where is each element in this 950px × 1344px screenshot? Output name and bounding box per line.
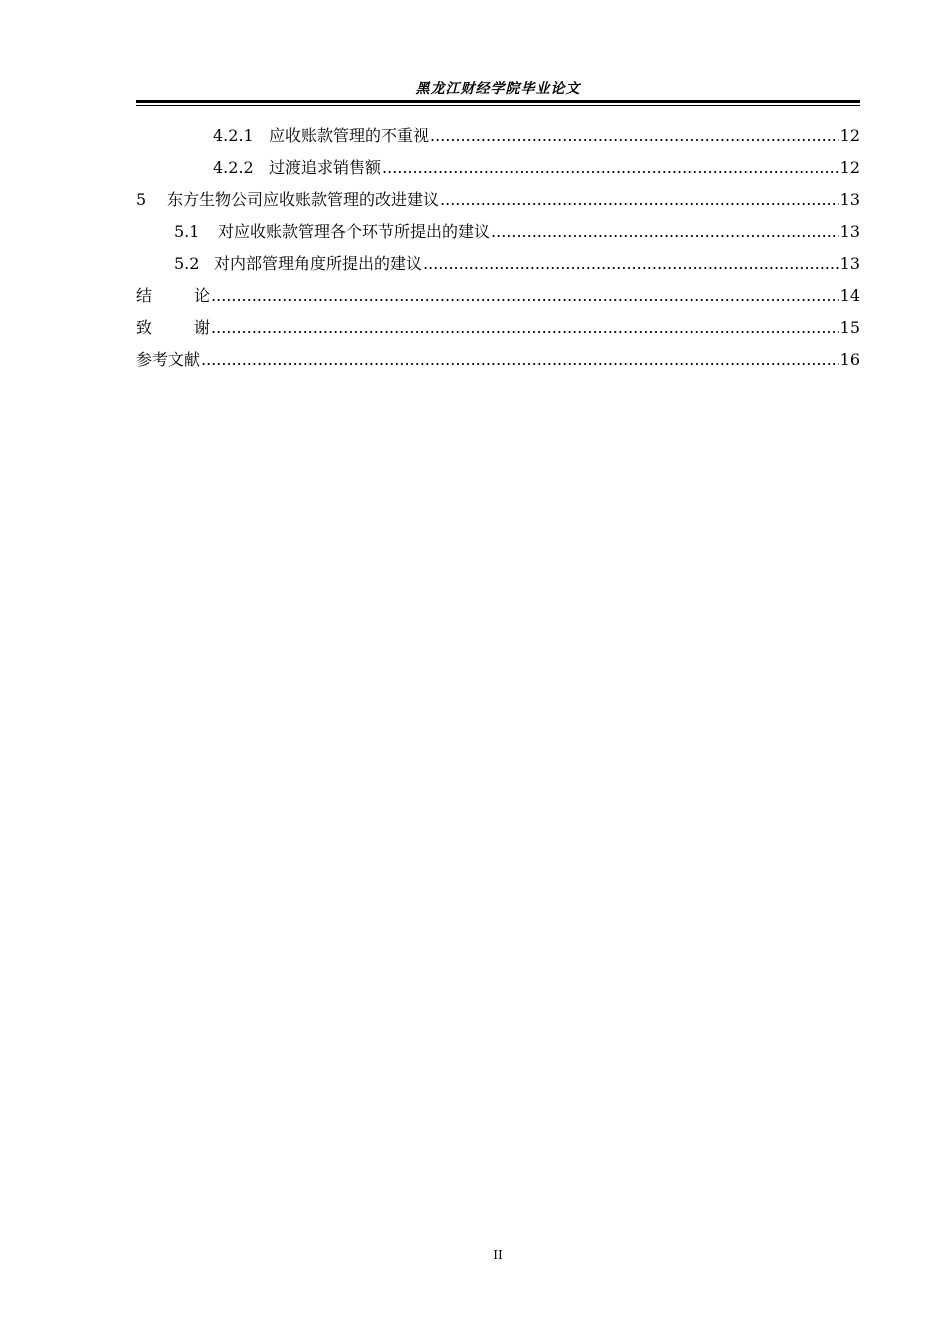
toc-entry-title: 致谢 bbox=[136, 318, 253, 337]
toc-entry-page: 13 bbox=[839, 254, 860, 273]
toc-entry[interactable] bbox=[136, 344, 860, 376]
toc-entry-title: 参考文献 bbox=[136, 350, 201, 369]
toc-entry-page: 12 bbox=[839, 158, 860, 177]
toc-entry[interactable] bbox=[136, 184, 860, 216]
toc-entry[interactable] bbox=[136, 280, 860, 312]
toc-entry-title: 过渡追求销售额 bbox=[269, 158, 382, 177]
toc-entry-title: 对内部管理角度所提出的建议 bbox=[214, 254, 423, 273]
table-of-contents bbox=[136, 120, 860, 376]
toc-entry[interactable] bbox=[136, 152, 860, 184]
toc-entry-title: 应收账款管理的不重视 bbox=[269, 126, 430, 145]
toc-entry[interactable] bbox=[136, 312, 860, 344]
toc-entry-number: 5.1 bbox=[174, 222, 200, 241]
toc-entry-page: 12 bbox=[839, 126, 860, 145]
toc-dot-leader bbox=[423, 248, 839, 280]
page-number: II bbox=[493, 1248, 503, 1262]
toc-entry-title: 结论 bbox=[136, 286, 253, 305]
toc-dot-leader bbox=[211, 280, 839, 312]
toc-dot-leader bbox=[430, 120, 839, 152]
toc-dot-leader bbox=[440, 184, 839, 216]
toc-dot-leader bbox=[491, 216, 839, 248]
toc-entry-page: 13 bbox=[839, 222, 860, 241]
toc-dot-leader bbox=[211, 312, 839, 344]
toc-entry[interactable] bbox=[136, 216, 860, 248]
toc-dot-leader bbox=[201, 344, 839, 376]
toc-entry-number: 5 bbox=[136, 190, 147, 209]
toc-entry-page: 14 bbox=[839, 286, 860, 305]
toc-entry-number: 4.2.1 bbox=[213, 126, 254, 145]
toc-entry-page: 16 bbox=[839, 350, 860, 369]
toc-entry-page: 13 bbox=[839, 190, 860, 209]
toc-dot-leader bbox=[382, 152, 839, 184]
toc-entry-number: 5.2 bbox=[174, 254, 200, 273]
page-header-title: 黑龙江财经学院毕业论文 bbox=[415, 81, 581, 97]
toc-entry-number: 4.2.2 bbox=[213, 158, 254, 177]
toc-entry[interactable] bbox=[136, 120, 860, 152]
toc-entry-title: 对应收账款管理各个环节所提出的建议 bbox=[218, 222, 491, 241]
toc-entry-page: 15 bbox=[839, 318, 860, 337]
header-rule-thick bbox=[136, 100, 860, 103]
toc-entry-title: 东方生物公司应收账款管理的改进建议 bbox=[167, 190, 440, 209]
toc-entry[interactable] bbox=[136, 248, 860, 280]
header-rule-thin bbox=[136, 105, 860, 106]
